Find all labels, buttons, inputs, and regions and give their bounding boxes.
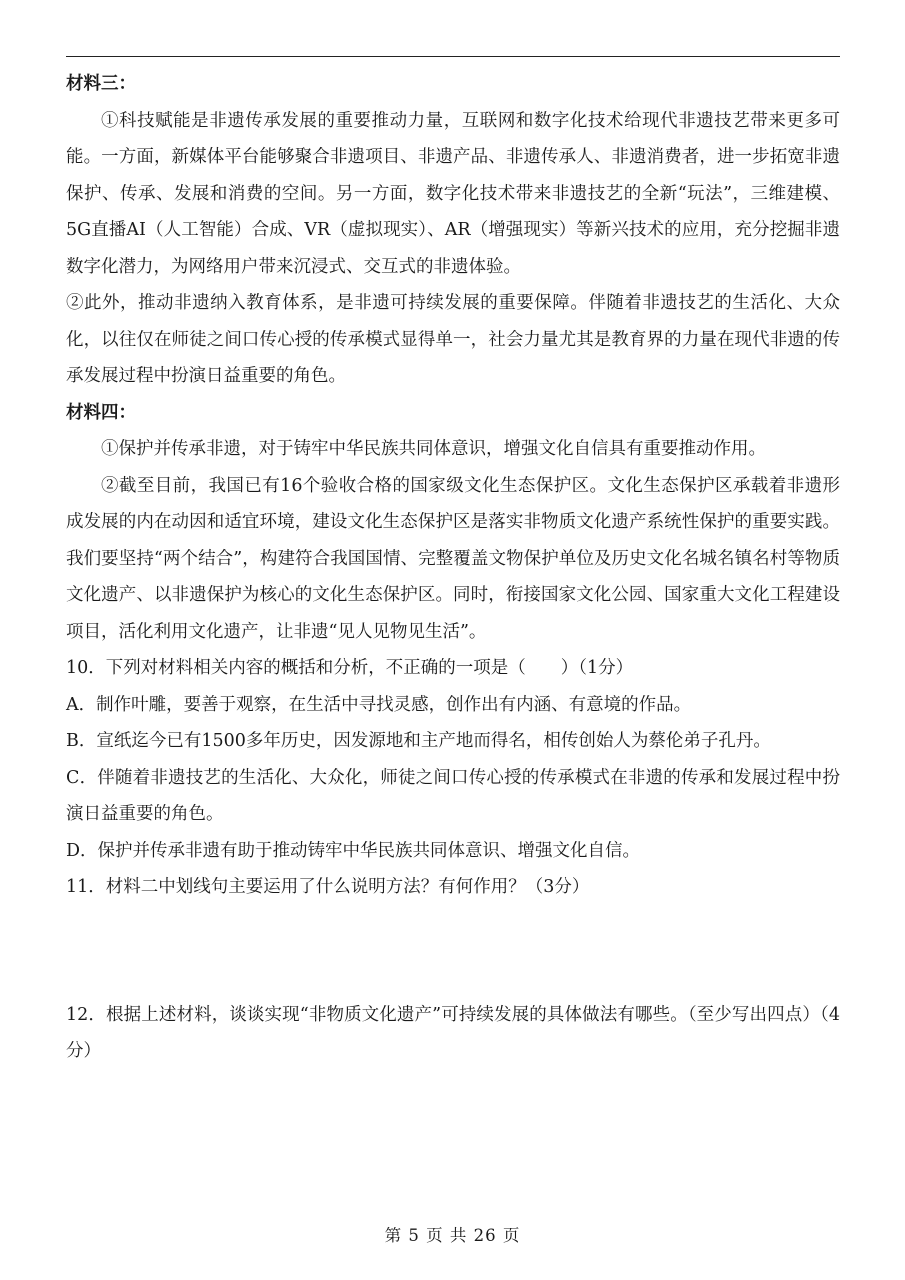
exam-content [66, 66, 840, 1070]
question-10-option-a: A．制作叶雕，要善于观察，在生活中寻找灵感，创作出有内涵、有意境的作品。 [66, 694, 692, 715]
question-12-stem: 12．根据上述材料，谈谈实现“非物质文化遗产”可持续发展的具体做法有哪些。（至少写出四点）（4分） [66, 1004, 840, 1061]
material3-paragraph-1: ①科技赋能是非遗传承发展的重要推动力量，互联网和数字化技术给现代非遗技艺带来更多可能。一方面，新媒体平台能够聚合非遗项目、非遗产品、非遗传承人、非遗消费者，进一步拓宽非遗保护、传承、发展和消费的空间。另一方面，数字化技术带来非遗技艺的全新“玩法”，三维建模、5G直播AI（人工智能）合成、VR（虚拟现实）、AR（增强现实）等新兴技术的应用，充分挖掘非遗数字化潜力，为网络用户带来沉浸式、交互式的非遗体验。 [66, 110, 840, 277]
question-10-option-c: C．伴随着非遗技艺的生活化、大众化，师徒之间口传心授的传承模式在非遗的传承和发展过程中扮演日益重要的角色。 [66, 767, 840, 824]
question-11-stem: 11．材料二中划线句主要运用了什么说明方法？有何作用？（3分） [66, 877, 590, 897]
material3-paragraph-2: ②此外，推动非遗纳入教育体系，是非遗可持续发展的重要保障。伴随着非遗技艺的生活化、大众化，以往仅在师徒之间口传心授的传承模式显得单一，社会力量尤其是教育界的力量在现代非遗的传承发展过程中扮演日益重要的角色。 [66, 293, 840, 386]
question-10-option-d: D．保护并传承非遗有助于推动铸牢中华民族共同体意识、增强文化自信。 [66, 840, 641, 861]
header-rule [66, 56, 840, 57]
material4-heading: 材料四： [66, 402, 136, 423]
material4-paragraph-1: ①保护并传承非遗，对于铸牢中华民族共同体意识，增强文化自信具有重要推动作用。 [101, 439, 766, 459]
material3-heading: 材料三： [66, 74, 136, 94]
page-number: 第 5 页 共 26 页 [384, 1226, 521, 1245]
question-10-option-b: B．宣纸迄今已有1500多年历史，因发源地和主产地而得名，相传创始人为蔡伦弟子孔丹。 [66, 731, 771, 751]
question-10-stem: 10．下列对材料相关内容的概括和分析，不正确的一项是（ ）（1分） [66, 658, 634, 678]
material4-paragraph-2: ②截至目前，我国已有16个验收合格的国家级文化生态保护区。文化生态保护区承载着非遗形成发展的内在动因和适宜环境，建设文化生态保护区是落实非物质文化遗产系统性保护的重要实践。我们要坚持“两个结合”，构建符合我国国情、完整覆盖文物保护单位及历史文化名城名镇名村等物质文化遗产、以非遗保护为核心的文化生态保护区。同时，衔接国家文化公园、国家重大文化工程建设项目，活化利用文化遗产，让非遗“见人见物见生活”。 [66, 475, 840, 642]
